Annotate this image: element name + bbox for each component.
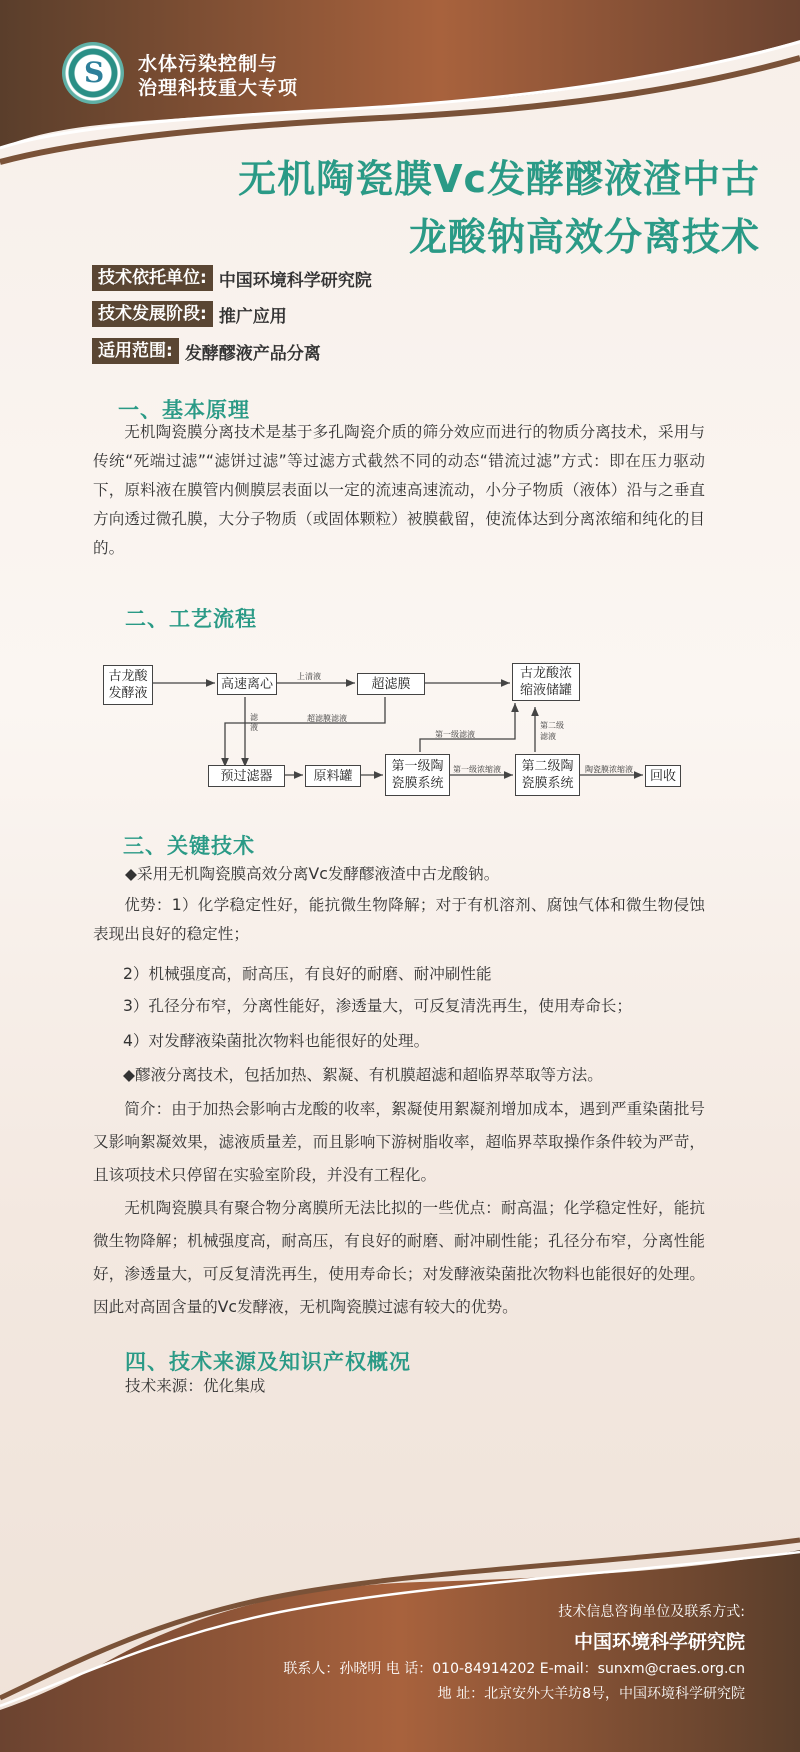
key-tech-advantage-4: 4）对发酵液染菌批次物料也能很好的处理。 — [123, 1032, 430, 1050]
key-tech-intro: 简介：由于加热会影响古龙酸的收率，絮凝使用絮凝剂增加成本，遇到严重染菌批号又影响絮凝效果，滤液质量差，而且影响下游树脂收率，超临界萃取操作条件较为严苛，且该项技术只停留在实验室阶段，并没有工程化。 — [93, 1100, 705, 1184]
footer-address: 地 址：北京安外大羊坊8号，中国环境科学研究院 — [437, 1686, 745, 1702]
info-row-unit — [92, 265, 372, 291]
flow-node-recovery: 回收 — [645, 765, 681, 787]
info-value-unit: 中国环境科学研究院 — [218, 270, 372, 291]
key-tech-item-2: ◆醪液分离技术，包括加热、絮凝、有机膜超滤和超临界萃取等方法。 — [123, 1066, 603, 1084]
footer-org: 中国环境科学研究院 — [573, 1631, 745, 1653]
flow-label-slurry: 滤 液 — [250, 713, 258, 732]
flow-node-prefilter: 预过滤器 — [208, 765, 285, 787]
section4-title: 四、技术来源及知识产权概况 — [125, 1350, 411, 1374]
info-label-scope: 适用范围: — [92, 338, 179, 364]
flow-node-feed-tank: 原料罐 — [305, 765, 361, 787]
key-tech-item-1: ◆采用无机陶瓷膜高效分离Vc发酵醪液渣中古龙酸钠。 — [125, 865, 500, 883]
flow-label-supernatant: 上清液 — [297, 672, 321, 681]
info-row-stage — [92, 301, 287, 327]
flow-label-ceramic-conc: 陶瓷膜浓缩液 — [585, 765, 633, 774]
flow-label-stage2-filtrate: 第二级 滤液 — [540, 721, 564, 741]
key-tech-advantages: 优势：1）化学稳定性好，能抗微生物降解；对于有机溶剂、腐蚀气体和微生物侵蚀表现出良好的稳定性； — [93, 896, 705, 943]
info-row-scope — [92, 338, 321, 364]
flow-node-storage: 古龙酸浓 缩液储罐 — [512, 663, 580, 701]
program-title-line2: 治理科技重大专项 — [138, 77, 299, 99]
section3-title: 三、关键技术 — [123, 834, 255, 858]
info-value-stage: 推广应用 — [218, 306, 287, 327]
section2-title: 二、工艺流程 — [125, 607, 257, 631]
process-flow-diagram — [95, 655, 705, 805]
flow-label-stage1-conc: 第一级浓缩液 — [453, 765, 501, 774]
program-title — [138, 52, 298, 100]
flow-node-centrifuge: 高速离心 — [217, 673, 277, 695]
key-tech-ceramic-advantages: 无机陶瓷膜具有聚合物分离膜所无法比拟的一些优点：耐高温；化学稳定性好，能抗微生物降解；机械强度高，耐高压，有良好的耐磨、耐冲刷性能；孔径分布窄，分离性能好，渗透量大，可反复清洗再生，使用寿命长；对发酵液染菌批次物料也能很好的处理。因此对高固含量的Vc发酵液，无机陶瓷膜过滤有较大的优势。 — [93, 1199, 705, 1316]
flow-node-stage1: 第一级陶 瓷膜系统 — [385, 754, 450, 796]
info-label-stage: 技术发展阶段: — [92, 301, 213, 327]
flow-label-uf-filtrate: 超滤膜滤液 — [307, 714, 347, 723]
footer-contact: 联系人：孙晓明 电 话：010-84914202 E-mail：sunxm@craes.org.cn — [283, 1661, 745, 1677]
key-tech-advantage-3: 3）孔径分布窄，分离性能好，渗透量大，可反复清洗再生，使用寿命长； — [123, 997, 632, 1015]
main-title-line2: 龙酸钠高效分离技术 — [408, 215, 760, 259]
flow-label-stage1-filtrate: 第一级滤液 — [435, 730, 475, 739]
tech-source: 技术来源：优化集成 — [125, 1377, 266, 1395]
program-title-line1: 水体污染控制与 — [138, 53, 279, 75]
footer-consult: 技术信息咨询单位及联系方式: — [558, 1604, 745, 1620]
section1-title: 一、基本原理 — [118, 398, 250, 422]
main-title-line1: 无机陶瓷膜Vc发酵醪液渣中古 — [238, 157, 760, 201]
main-title — [238, 150, 760, 266]
program-logo: S — [62, 42, 124, 104]
flow-node-uf: 超滤膜 — [357, 673, 425, 695]
section1-text: 无机陶瓷膜分离技术是基于多孔陶瓷介质的筛分效应而进行的物质分离技术，采用与传统“死端过滤”“滤饼过滤”等过滤方式截然不同的动态“错流过滤”方式：即在压力驱动下，原料液在膜管内侧膜层表面以一定的流速高速流动，小分子物质（液体）沿与之垂直方向透过微孔膜，大分子物质（或固体颗粒）被膜截留，使流体达到分离浓缩和纯化的目的。 — [93, 423, 705, 557]
info-label-unit: 技术依托单位: — [92, 265, 213, 291]
flow-node-stage2: 第二级陶 瓷膜系统 — [515, 754, 580, 796]
flow-node-raw: 古龙酸 发酵液 — [103, 665, 153, 705]
info-value-scope: 发酵醪液产品分离 — [184, 343, 321, 364]
key-tech-advantage-2: 2）机械强度高，耐高压，有良好的耐磨、耐冲刷性能 — [123, 965, 492, 983]
